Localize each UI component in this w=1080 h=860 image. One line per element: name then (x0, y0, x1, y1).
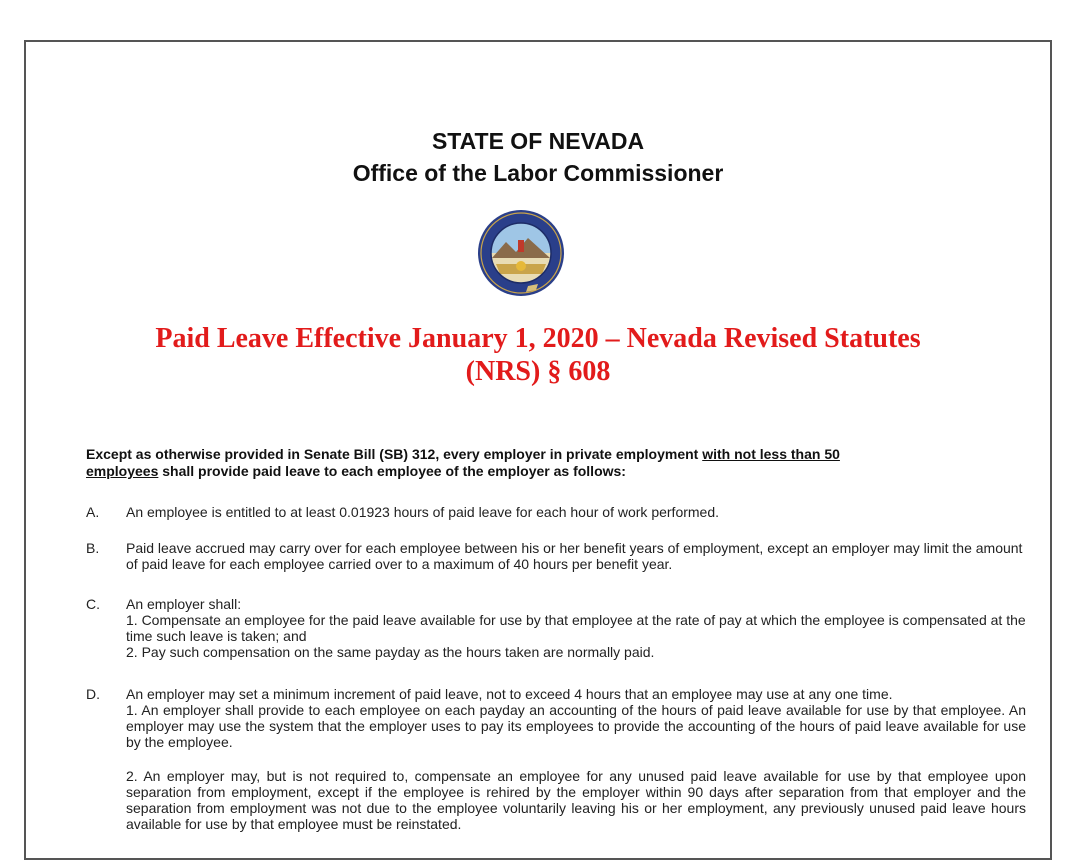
intro-text-1: Except as otherwise provided in Senate Bill (SB) 312, every employer in private employment (86, 446, 703, 462)
document-page (24, 40, 1052, 860)
office-heading: Office of the Labor Commissioner (352, 160, 724, 186)
document-title (66, 322, 1010, 388)
intro-paragraph (86, 446, 986, 480)
state-heading: STATE OF NEVADA (431, 128, 645, 154)
item-text: An employee is entitled to at least 0.01923 hours of paid leave for each hour of work performed. (126, 504, 720, 520)
intro-underlined-1: with not less than 50 (702, 446, 840, 462)
item-text: Paid leave accrued may carry over for each employee between his or her benefit years of employment, except an employer may limit the amount of paid leave for each employee carried over to a maximum of 40 hours per benefit year. (126, 540, 1023, 572)
intro-underlined-2: employees (86, 463, 159, 479)
item-label: D. (86, 686, 100, 702)
item-label: C. (86, 596, 100, 612)
item-lead: An employer may set a minimum increment of paid leave, not to exceed 4 hours that an employee may use at any one time. (126, 686, 893, 702)
item-label: A. (86, 504, 100, 520)
item-label: B. (86, 540, 100, 556)
item-sub-1: 1. An employer shall provide to each employee on each payday an accounting of the hours of paid leave available for use by that employee. An employer may use the system that the employer uses to pay its employees to provide the accounting of the hours of paid leave available for use by the employee. (126, 702, 1026, 750)
nevada-state-seal (476, 208, 566, 298)
title-line-2: (NRS) § 608 (465, 356, 611, 387)
intro-text-2: shall provide paid leave to each employee of the employer as follows: (158, 463, 626, 479)
item-sub-2: 2. An employer may, but is not required to, compensate an employee for any unused paid leave available for use by that employee upon separation from employment, except if the employee is rehired by the employer within 90 days after separation from that employer and the separation from employment was not due to the employee voluntarily leaving his or her employment, any previously unused paid leave hours available for use by that employee must be reinstated. (126, 768, 1026, 832)
item-sub-1: 1. Compensate an employee for the paid leave available for use by that employee at the rate of pay at which the employee is compensated at the time such leave is taken; and (126, 612, 1026, 644)
title-line-1: Paid Leave Effective January 1, 2020 – Nevada Revised Statutes (155, 323, 921, 354)
item-sub-2: 2. Pay such compensation on the same payday as the hours taken are normally paid. (126, 644, 655, 660)
item-lead: An employer shall: (126, 596, 242, 612)
